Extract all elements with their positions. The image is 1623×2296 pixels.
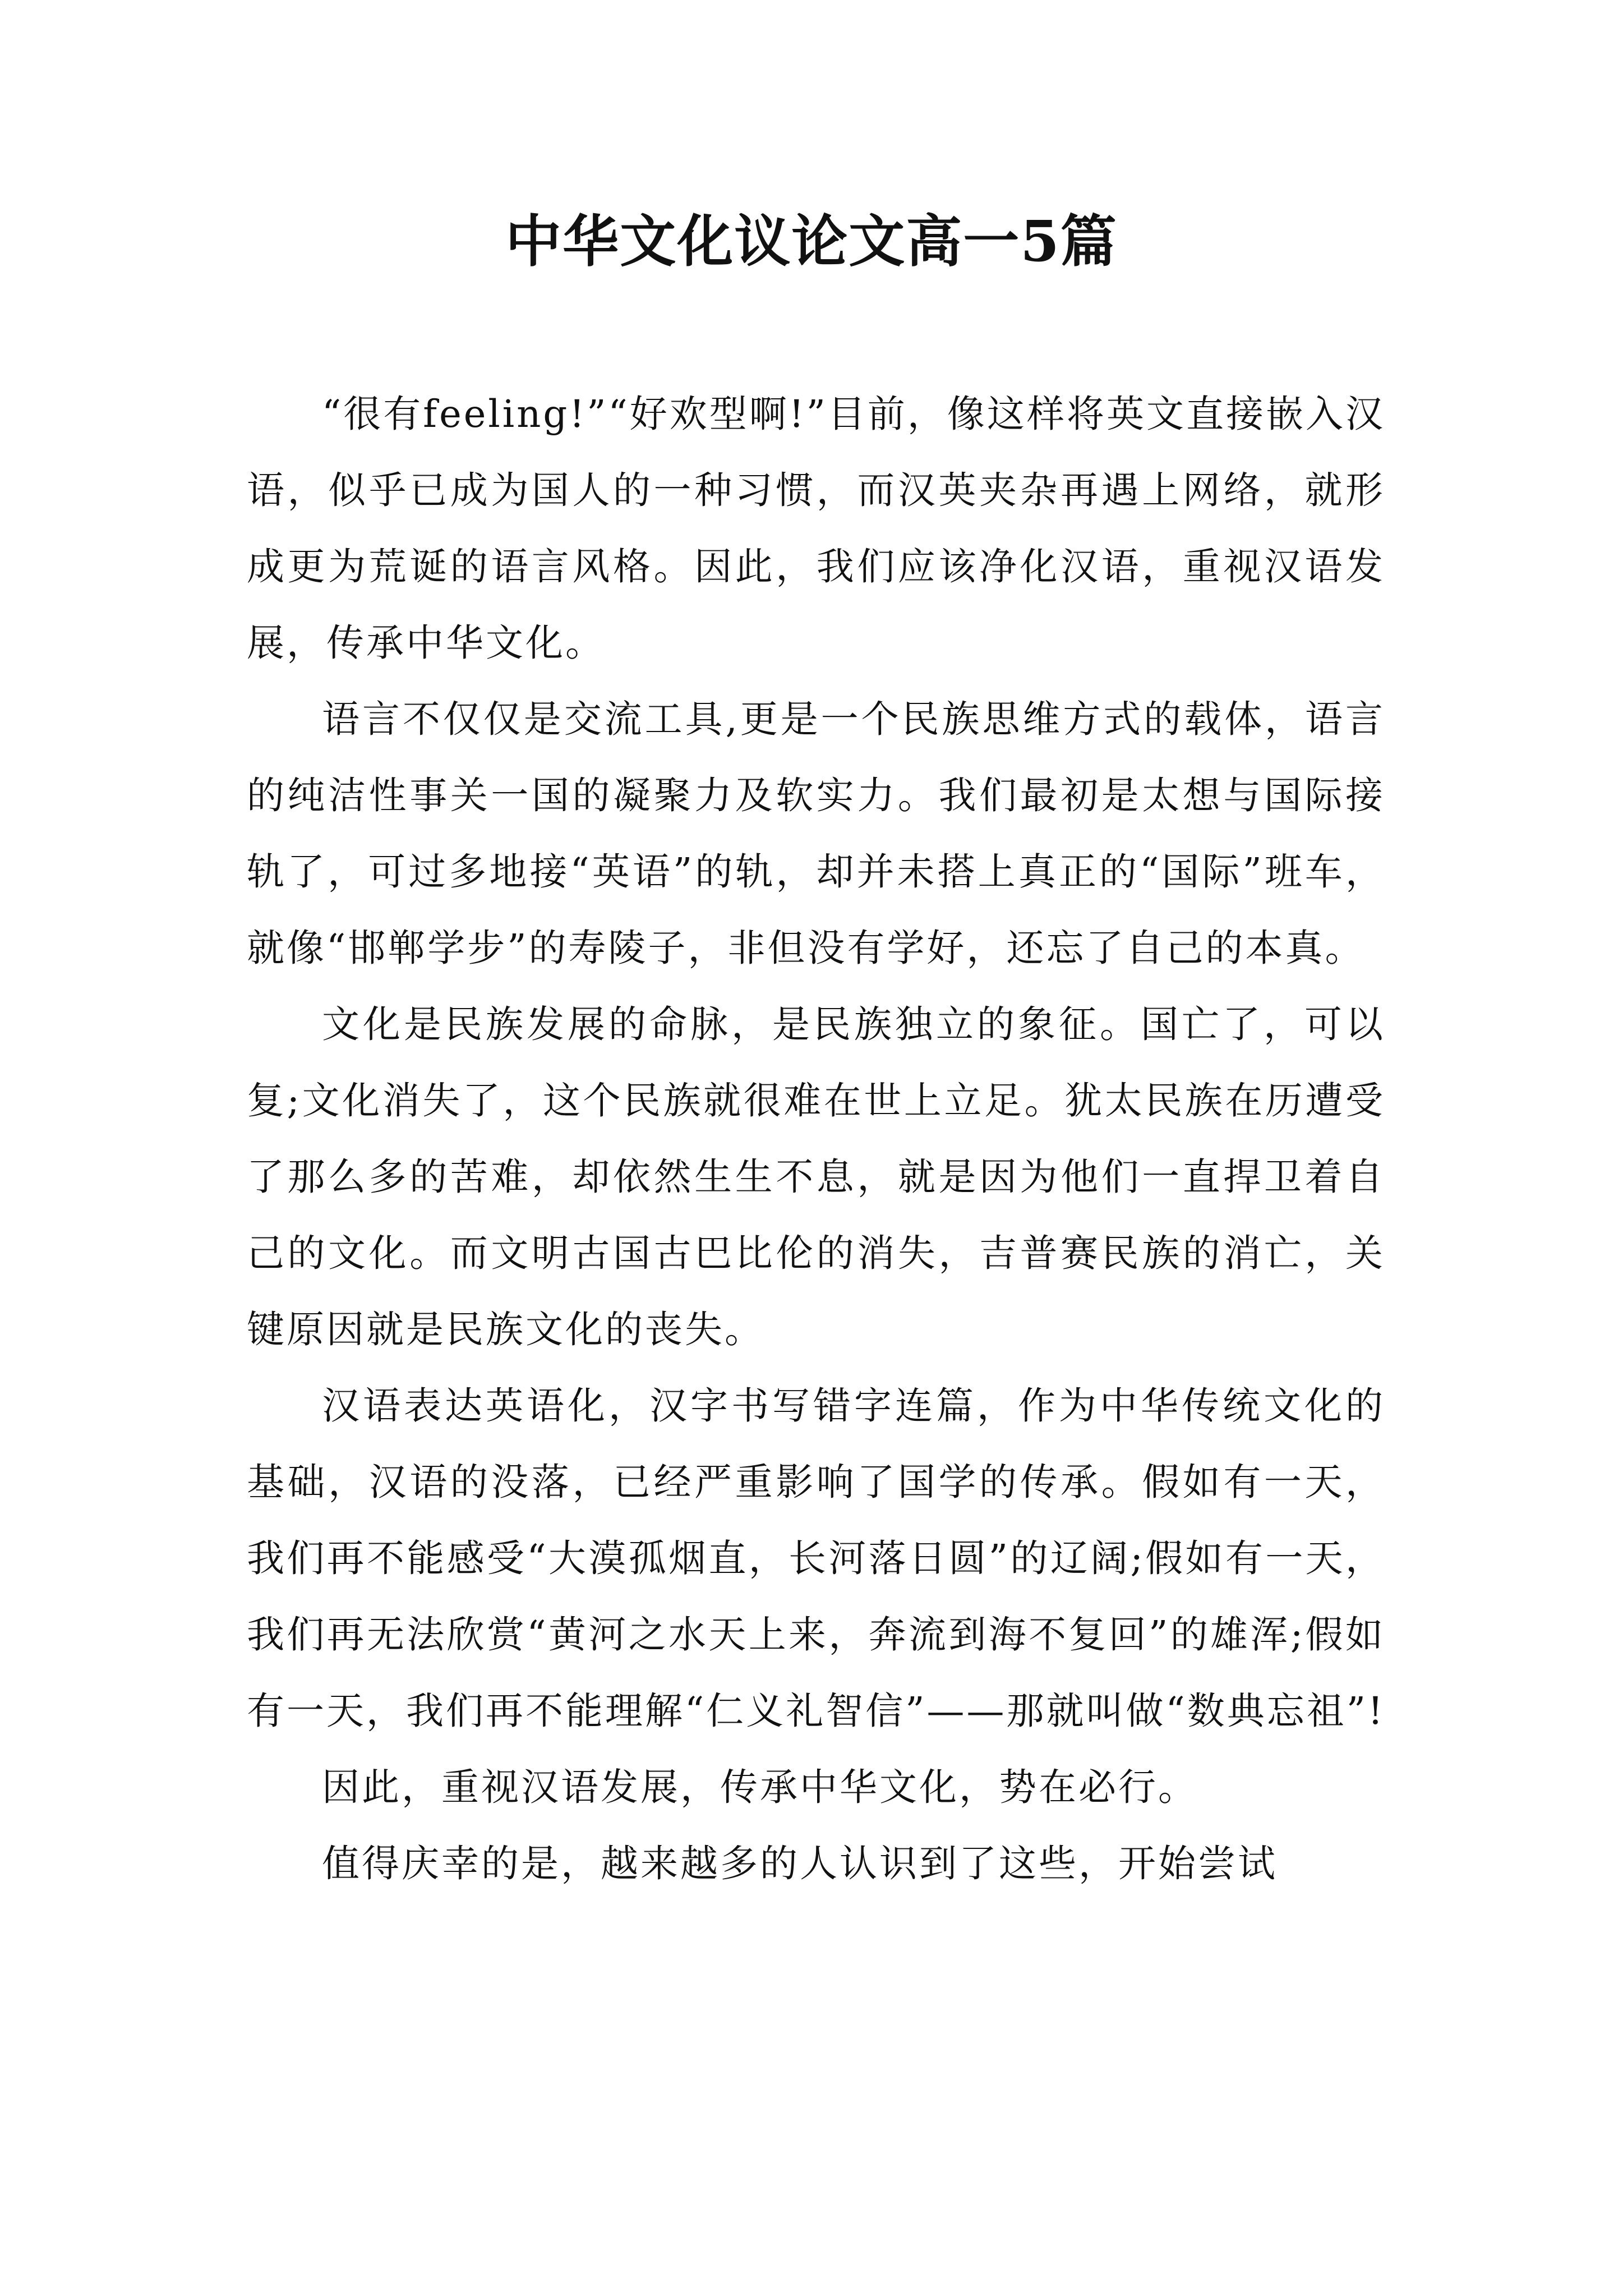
paragraph: 文化是民族发展的命脉，是民族独立的象征。国亡了，可以复;文化消失了，这个民族就很难在世上立足。犹太民族在历遭受了那么多的苦难，却依然生生不息，就是因为他们一直捍卫着自己的文化。而文明古国古巴比伦的消失，吉普赛民族的消亡，关键原因就是民族文化的丧失。 [247, 1002, 1385, 1351]
paragraph: 汉语表达英语化，汉字书写错字连篇，作为中华传统文化的基础，汉语的没落，已经严重影响了国学的传承。假如有一天，我们再不能感受“大漠孤烟直，长河落日圆”的辽阔;假如有一天，我们再无法欣赏“黄河之水天上来，奔流到海不复回”的雄浑;假如有一天，我们再不能理解“仁义礼智信”——那就叫做“数典忘祖”! [247, 1384, 1385, 1733]
paragraph: 语言不仅仅是交流工具,更是一个民族思维方式的载体，语言的纯洁性事关一国的凝聚力及软实力。我们最初是太想与国际接轨了，可过多地接“英语”的轨，却并未搭上真正的“国际”班车，就像“邯郸学步”的寿陵子，非但没有学好，还忘了自己的本真。 [247, 697, 1385, 970]
paragraph: 值得庆幸的是，越来越多的人认识到了这些，开始尝试 [322, 1842, 1278, 1885]
paragraph: “很有feeling!”“好欢型啊!”目前，像这样将英文直接嵌入汉语，似乎已成为国人的一种习惯，而汉英夹杂再遇上网络，就形成更为荒诞的语言风格。因此，我们应该净化汉语，重视汉语发展，传承中华文化。 [247, 392, 1385, 665]
paragraph: 因此，重视汉语发展，传承中华文化，势在必行。 [322, 1765, 1198, 1809]
document-body [247, 376, 1385, 1902]
document-title: 中华文化议论文高一5篇 [505, 208, 1118, 274]
